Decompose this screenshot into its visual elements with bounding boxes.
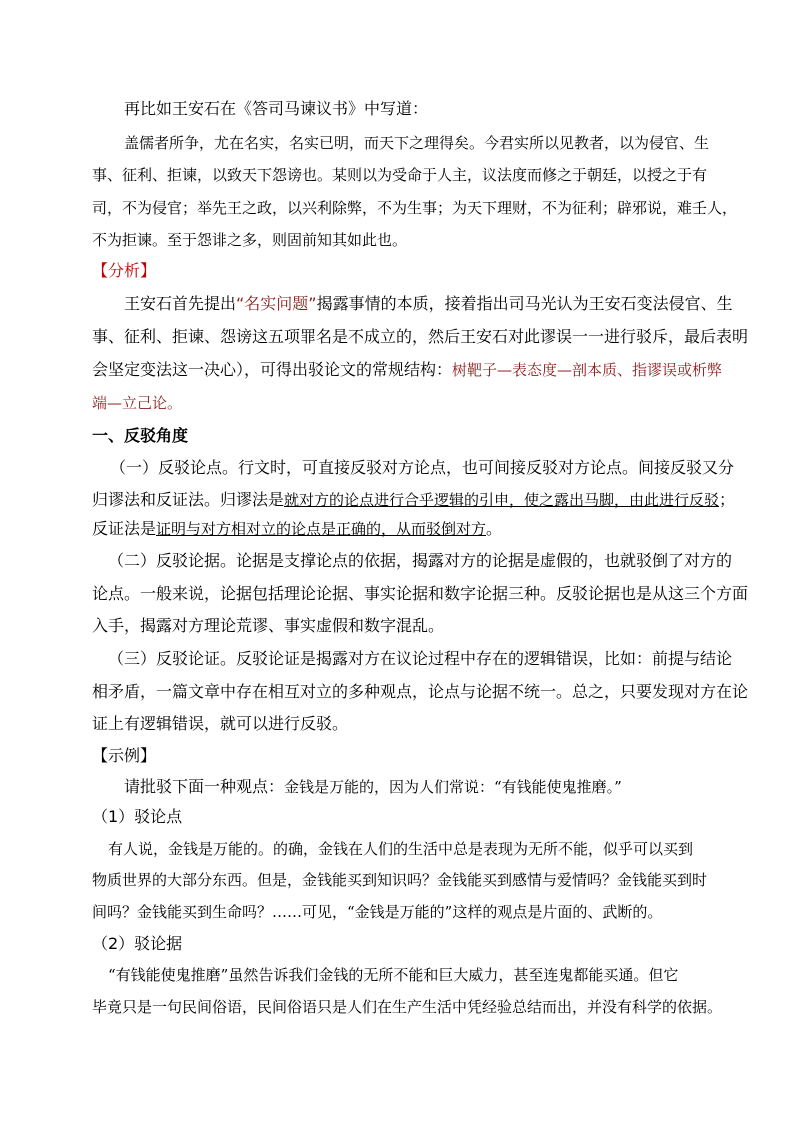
para-1-line-3 <box>92 518 502 540</box>
example-1-line-1: 有人说，金钱是万能的。的确，金钱在人们的生活中总是表现为无所不能，似乎可以买到 <box>108 840 694 858</box>
subheading-1: （1）驳论点 <box>92 807 183 826</box>
subheading-2: （2）驳论据 <box>92 934 183 953</box>
analysis-line-3 <box>92 359 722 381</box>
example-heading: 【示例】 <box>92 746 157 765</box>
para-3-line-2: 相矛盾，一篇文章中存在相互对立的多种观点，论点与论据不统一。总之，只要发现对方在论 <box>92 682 749 701</box>
structure-text: 树靶子—表态度—剖本质、指谬误或析弊 <box>452 361 723 379</box>
para-1-line-1: （一）反驳论点。行文时，可直接反驳对方论点，也可间接反驳对方论点。间接反驳又分 <box>110 458 735 477</box>
para-text: 反证法是 <box>92 519 157 538</box>
para-text: 。 <box>486 519 503 538</box>
quote-line-4: 不为拒谏。至于怨诽之多，则固前知其如此也。 <box>92 231 408 249</box>
analysis-line-2: 事、征利、拒谏、怨谤这五项罪名是不成立的，然后王安石对此谬误一一进行驳斥，最后表明 <box>92 327 749 346</box>
underlined-definition: 证明与对方相对立的论点是正确的，从而驳倒对方 <box>156 520 487 538</box>
para-3-line-1: （三）反驳论证。反驳论证是揭露对方在议论过程中存在的逻辑错误，比如：前提与结论 <box>108 649 733 668</box>
example-1-line-2: 物质世界的大部分东西。但是，金钱能买到知识吗？金钱能买到感情与爱情吗？金钱能买到时 <box>92 871 708 889</box>
para-text: 归谬法和反证法。归谬法是 <box>92 490 285 509</box>
prompt-quote: 金钱是万能的，因为人们常说：“有钱能使鬼推磨。” <box>284 778 622 796</box>
analysis-text: 揭露事情的本质，接着指出司马光认为王安石变法侵官、生 <box>316 294 733 313</box>
quote-line-2: 事、征利、拒谏，以致天下怨谤也。某则以为受命于人主，议法度而修之于朝廷，以授之于有 <box>92 166 708 184</box>
quote-line-1: 盖儒者所争，尤在名实，名实已明，而天下之理得矣。今君实所以见教者，以为侵官、生 <box>124 134 710 152</box>
intro-line: 再比如王安石在《答司马谏议书》中写道： <box>124 99 429 118</box>
structure-text-end: 端—立己论。 <box>92 394 183 412</box>
highlight-term: “名实问题” <box>236 294 317 313</box>
para-3-line-3: 证上有逻辑错误，就可以进行反驳。 <box>92 714 349 733</box>
analysis-heading: 【分析】 <box>92 261 157 280</box>
prompt-text: 请批驳下面一种观点： <box>124 777 285 796</box>
para-2-line-2: 论点。一般来说，论据包括理论论据、事实论据和数字论据三种。反驳论据也是从这三个方面 <box>92 584 749 603</box>
para-text: ； <box>719 490 736 509</box>
example-1-line-3: 间吗？金钱能买到生命吗？……可见，“金钱是万能的”这样的观点是片面的、武断的。 <box>92 903 663 921</box>
section-heading-1: 一、反驳角度 <box>92 426 189 445</box>
para-2-line-3: 入手，揭露对方理论荒谬、事实虚假和数字混乱。 <box>92 616 445 635</box>
para-2-line-1: （二）反驳论据。论据是支撑论点的依据，揭露对方的论据是虚假的，也就驳倒了对方的 <box>108 551 733 570</box>
para-1-line-2 <box>92 489 735 511</box>
example-prompt <box>124 776 622 798</box>
example-2-line-2: 毕竟只是一句民间俗语，民间俗语只是人们在生产生活中凭经验总结而出，并没有科学的依据。 <box>92 998 723 1016</box>
analysis-text: 王安石首先提出 <box>124 294 237 313</box>
analysis-line-1 <box>124 293 733 315</box>
analysis-text: 会坚定变法这一决心），可得出驳论文的常规结构： <box>92 360 453 379</box>
quote-line-3: 司，不为侵官；举先王之政，以兴利除弊，不为生事；为天下理财，不为征利；辟邪说，难壬人， <box>92 199 738 217</box>
underlined-definition: 就对方的论点进行合乎逻辑的引申，使之露出马脚，由此进行反驳 <box>284 491 720 509</box>
example-2-line-1: “有钱能使鬼推磨”虽然告诉我们金钱的无所不能和巨大威力，甚至连鬼都能买通。但它 <box>108 966 679 984</box>
